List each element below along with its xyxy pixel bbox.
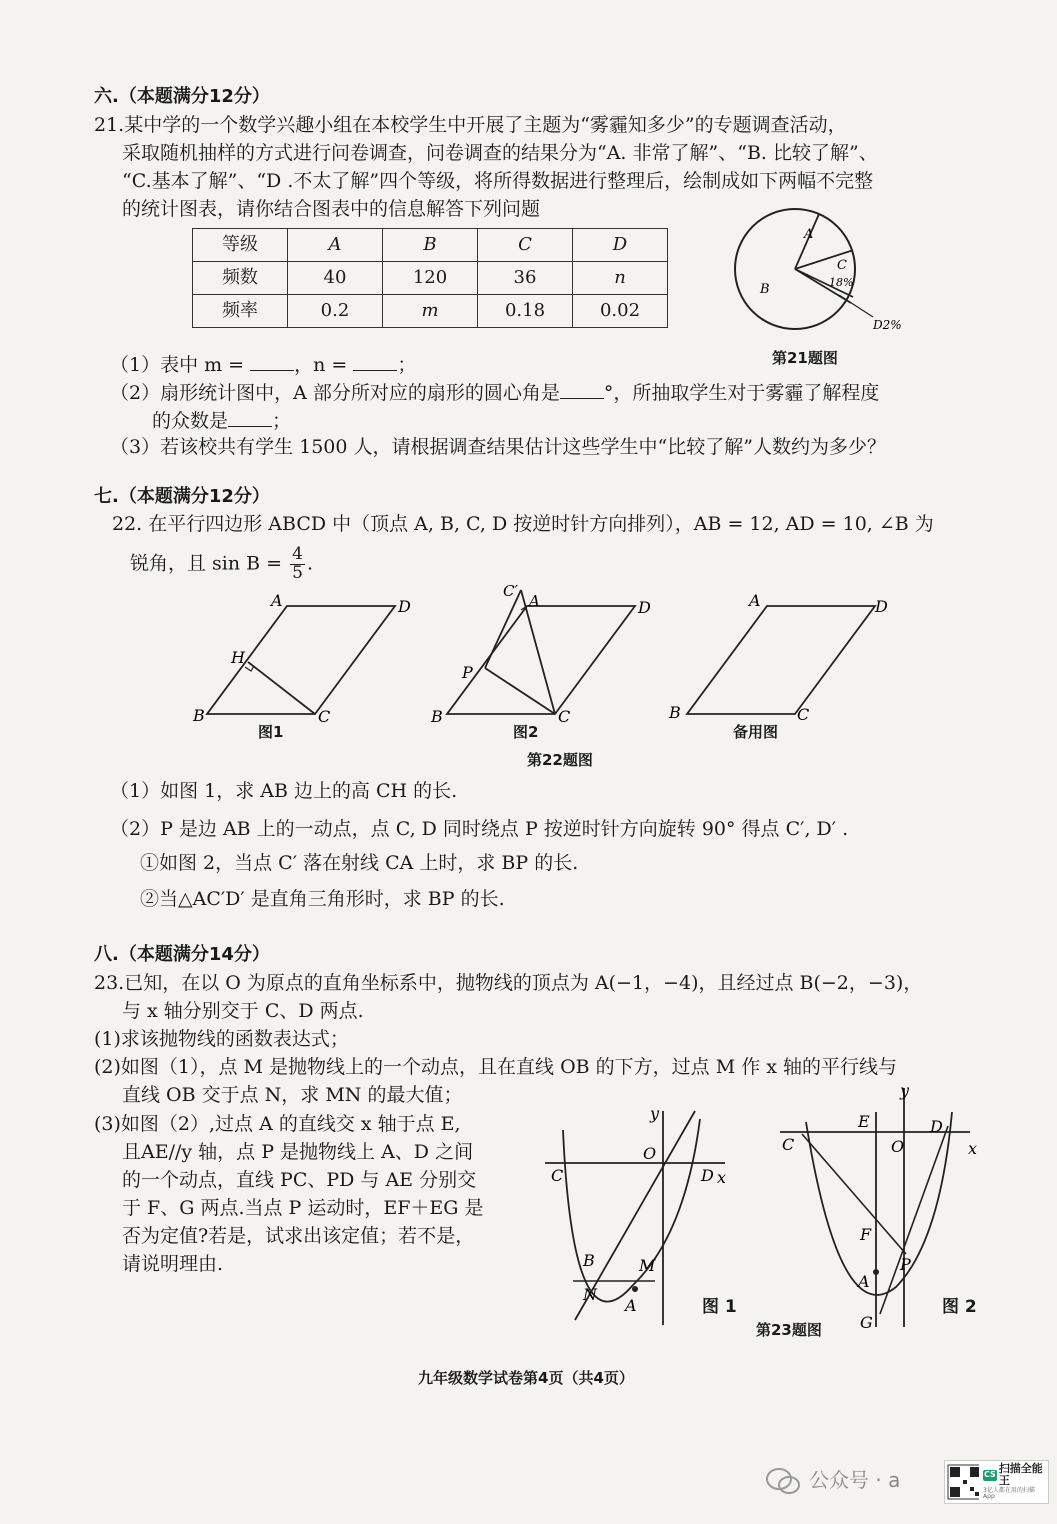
label-b: B [193,706,205,725]
segment-pc-prime [485,590,521,668]
q23-part3: (3)如图（2）,过点 A 的直线交 x 轴于点 E, 且AE//y 轴，点 P 是抛物线上 A、D 之间 的一个动点，直线 PC、PD 与 AE 分别交 于 F、G 两点.当点 P 运动时，EF＋EG 是 否为定值?若是，试求出该定值；若不是， 请说明理由. [94,1113,484,1275]
table-cell: B [383,229,478,262]
label-g: G [860,1313,873,1332]
pie-label-a: A [804,227,814,242]
table-cell: C [478,229,573,262]
label-y: y [900,1082,910,1100]
parallelogram-figure-2 [425,580,670,730]
label-b: B [431,707,443,726]
label-d: D [638,598,651,617]
backup-fig-caption: 备用图 [733,723,779,741]
label-x: x [717,1168,727,1187]
pie-caption: 第21题图 [772,349,838,367]
table-cell: 0.18 [478,295,573,328]
table-cell: 40 [288,262,383,295]
point-a [632,1286,638,1292]
pie-label-c-pct: 18% [829,276,854,289]
label-c: C [797,705,810,724]
table-cell: 0.2 [288,295,383,328]
q22-line1: 22. 在平行四边形 ABCD 中（顶点 A, B, C, D 按逆时针方向排列），AB = 12, AD = 10, ∠B 为 [112,513,934,535]
label-c: C [782,1135,795,1154]
fig23-1-caption: 图 1 [702,1297,737,1317]
altitude-ch [248,662,315,714]
answer-blank [228,412,272,427]
table-cell: 36 [478,262,573,295]
pie-chart-figure [715,205,915,355]
q22-line2: 锐角，且 sin B = $\frac{4}{5}$ . [130,544,313,583]
label-b: B [669,703,681,722]
section-8-heading: 八.（本题满分14分） [94,944,270,965]
q22-part1: （1）如图 1，求 AB 边上的高 CH 的长. [110,780,458,802]
table-cell: D [573,229,668,262]
pie-label-b: B [760,282,770,297]
parallelogram-abcd [687,606,875,714]
q21-line2: 采取随机抽样的方式进行问卷调查，问卷调查的结果分为“A. 非常了解”、“B. 比较了解”、 [122,142,878,164]
q22-part2: （2）P 是边 AB 上的一动点，点 C, D 同时绕点 P 按逆时针方向旋转 90° 得点 C′, D′ . [110,818,849,840]
label-n: N [583,1285,597,1304]
table-cell: 0.02 [573,295,668,328]
label-d: D [875,597,888,616]
parabola [563,1119,700,1302]
table-cell: A [288,229,383,262]
label-a: A [749,591,761,610]
label-h: H [231,648,245,667]
parallelogram-figure-1 [185,590,425,730]
q21-line3: “C.基本了解”、“D .不太了解”四个等级，将所得数据进行整理后，绘制成如下两幅不完整 [122,170,874,192]
fig2-caption: 图2 [513,723,539,741]
q23-line2: 与 x 轴分别交于 C、D 两点. [122,1000,364,1022]
fig1-caption: 图1 [258,723,284,741]
label-a: A [529,592,540,610]
table-cell: m [383,295,478,328]
page-footer: 九年级数学试卷第4页（共4页） [418,1369,634,1387]
label-e: E [858,1112,870,1131]
q23-line1: 23.已知，在以 O 为原点的直角坐标系中，抛物线的顶点为 A(−1，−4)，且经过点 B(−2，−3)， [94,972,923,994]
q22-part2-1: ①如图 2，当点 C′ 落在射线 CA 上时，求 BP 的长. [140,852,579,874]
label-b: B [583,1251,595,1270]
label-d: D [701,1166,714,1185]
label-c: C [318,707,331,726]
q21-line1: 21.某中学的一个数学兴趣小组在本校学生中开展了主题为“雾霾知多少”的专题调查活动， [94,114,847,136]
q21-part2: （2）扇形统计图中，A 部分所对应的扇形的圆心角是 °，所抽取学生对于雾霾了解程度 [110,382,880,404]
label-a: A [271,591,283,610]
label-c-prime: C′ [503,582,518,600]
q21-part3: （3）若该校共有学生 1500 人，请根据调查结果估计这些学生中“比较了解”人数约为多少？ [110,436,886,458]
q23-part2-cont: 直线 OB 交于点 N，求 MN 的最大值； [122,1084,463,1106]
answer-blank [560,384,604,399]
section-6-heading: 六.（本题满分12分） [94,86,270,107]
q23-fig-caption: 第23题图 [756,1321,822,1339]
label-m: M [639,1256,656,1275]
point-a [873,1269,879,1275]
right-angle-mark [245,666,254,671]
scanner-badge [944,1460,1049,1504]
fraction: $\frac{4}{5}$ [292,544,303,583]
section-7-heading: 七.（本题满分12分） [94,486,270,507]
table-row [193,262,668,295]
q21-part1: （1）表中 m = ，n = ； [110,354,417,376]
label-o: O [891,1137,905,1156]
pie-pointer [839,295,873,317]
q22-part2-2: ②当△AC′D′ 是直角三角形时，求 BP 的长. [140,888,505,910]
q21-part2-cont: 的众数是 ； [152,410,292,432]
label-o: O [643,1144,657,1163]
q22-fig-caption: 第22题图 [527,751,593,769]
label-p: P [900,1255,911,1274]
label-c: C [558,707,571,726]
pie-label-c: C [837,258,847,273]
wechat-watermark [765,1466,900,1495]
qr-code-icon [947,1464,979,1500]
frequency-table [192,228,668,328]
label-x: x [968,1139,978,1158]
q23-part1: (1)求该抛物线的函数表达式； [94,1028,349,1050]
badge-subtitle: 3亿人都在用的扫描App [983,1486,1035,1501]
watermark-text: 公众号 · a [809,1468,901,1492]
q21-line4: 的统计图表，请你结合图表中的信息解答下列问题 [122,198,541,220]
table-cell: n [573,262,668,295]
label-f: F [860,1225,872,1244]
table-row [193,229,668,262]
cs-logo-icon: CS [984,1470,996,1479]
wechat-icon [765,1467,801,1495]
label-p: P [462,663,473,682]
label-d: D [930,1117,943,1136]
pie-label-d: D2% [873,318,902,332]
table-cell: 等级 [193,229,288,262]
badge-title: 扫描全能王 [998,1462,1043,1488]
label-y: y [650,1105,660,1123]
q23-part2: (2)如图（1），点 M 是抛物线上的一个动点，且在直线 OB 的下方，过点 M 作 x 轴的平行线与 [94,1056,897,1078]
fig23-2-caption: 图 2 [942,1297,977,1317]
label-a: A [858,1272,870,1291]
parallelogram-backup-figure [665,590,905,730]
label-c: C [551,1166,564,1185]
label-a: A [625,1296,637,1315]
label-d: D [398,597,411,616]
table-cell: 频率 [193,295,288,328]
table-row [193,295,668,328]
table-cell: 频数 [193,262,288,295]
answer-blank [353,356,397,371]
table-cell: 120 [383,262,478,295]
parabola [806,1112,952,1295]
answer-blank [250,356,294,371]
